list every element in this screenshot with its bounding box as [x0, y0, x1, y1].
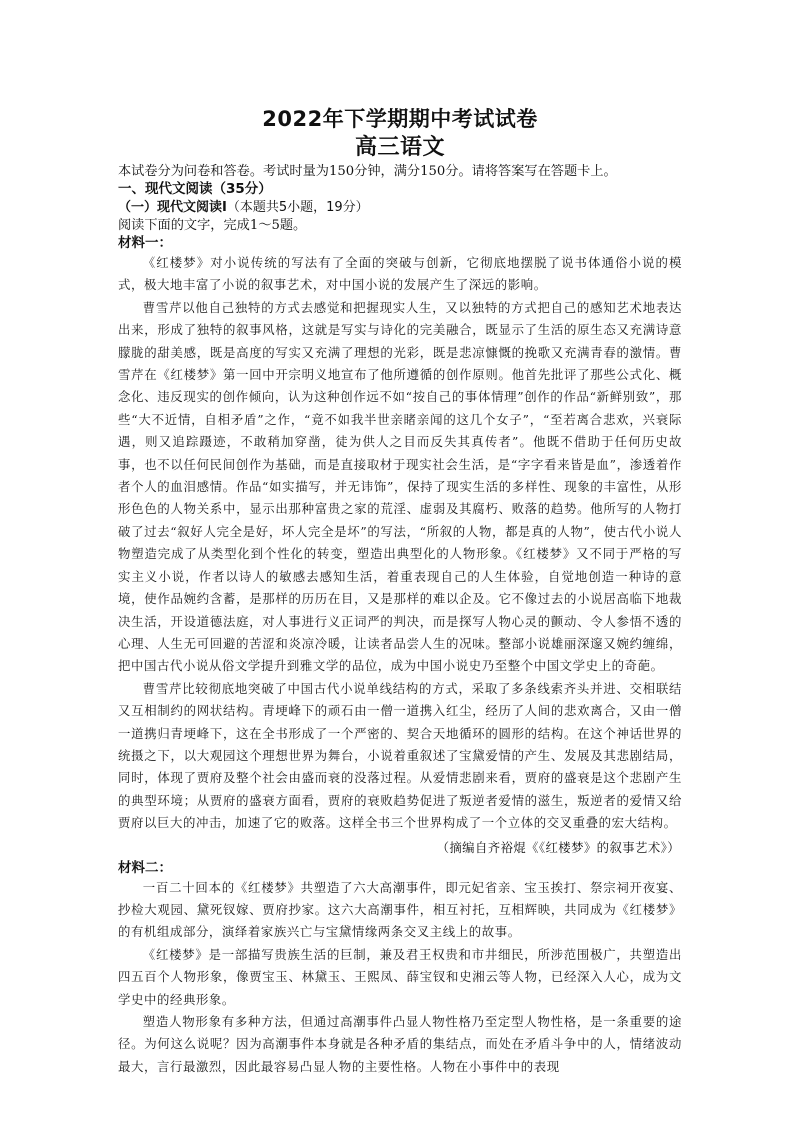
material-two-label: 材料二：	[118, 859, 172, 876]
sub-section-title: （一）现代文阅读Ⅰ	[118, 200, 227, 215]
material-one-paragraph: 曹雪芹以他自己独特的方式去感觉和把握现实人生，又以独特的方式把自己的感知艺术地表达出来，形成了独特的叙事风格，这就是写实与诗化的完美融合，既显示了生活的原生态又充满诗意朦胧的甜美感，既是高度的写实又充满了理想的光彩，既是悲凉慷慨的挽歌又充满青春的激情。曹雪芹在《红楼梦》第一回中开宗明义地宣布了他所遵循的创作原则。他首先批评了那些公式化、概念化、违反现实的创作倾向，认为这种创作远不如“按自己的事体情理”创作的作品“新鲜别致”，那些“大不近情，自相矛盾”之作，“竟不如我半世亲睹亲闻的这几个女子”，“至若离合悲欢，兴衰际遇，则又追踪蹑迹，不敢稍加穿凿，徒为供人之目而反失其真传者”。他既不借助于任何历史故事，也不以任何民间创作为基础，而是直接取材于现实社会生活，是“字字看来皆是血”，渗透着作者个人的血泪感情。作品“如实描写，并无讳饰”，保持了现实生活的多样性、现象的丰富性，从形形色色的人物关系中，显示出那种富贵之家的荒淫、虚弱及其腐朽、败落的趋势。他所写的人物打破了过去“叙好人完全是好，坏人完全是坏”的写法，“所叙的人物，都是真的人物”，使古代小说人物塑造完成了从类型化到个性化的转变，塑造出典型化的人物形象。《红楼梦》又不同于严格的写实主义小说，作者以诗人的敏感去感知生活，着重表现自己的人生体验，自觉地创造一种诗的意境，使作品婉约含蓄，是那样的历历在目，又是那样的难以企及。它不像过去的小说居高临下地裁决生活，开设道德法庭，对人事进行义正词严的判决，而是探写人物心灵的颤动、令人参悟不透的心理、人生无可回避的苦涩和炎凉冷暖，让读者品尝人生的况味。整部小说雄丽深邃又婉约缠绵，把中国古代小说从俗文学提升到雅文学的品位，成为中国小说史乃至整个中国文学史上的奇葩。	[118, 299, 682, 674]
material-one-source: （摘编自齐裕焜《《红楼梦》的叙事艺术》）	[436, 839, 680, 855]
subject-title: 高三语文	[354, 135, 445, 160]
exam-title: 2022年下学期期中考试试卷	[262, 107, 538, 131]
instructions-text: 本试卷分为问卷和答卷。考试时量为150分钟，满分150分。请将答案写在答题卡上。	[118, 164, 617, 179]
sub-section-score: （本题共5小题，19分）	[226, 200, 369, 215]
material-one-label: 材料一：	[118, 235, 172, 251]
reading-task: 阅读下面的文字，完成1～5题。	[118, 218, 307, 233]
material-one-paragraph: 曹雪芹比较彻底地突破了中国古代小说单线结构的方式，采取了多条线索齐头并进、交相联结又互相制约的网状结构。青埂峰下的顽石由一僧一道携入红尘，经历了人间的悲欢离合，又由一僧一道携归青埂峰下，这在全书形成了一个严密的、契合天地循环的圆形的结构。在这个神话世界的统摄之下，以大观园这个理想世界为舞台，小说着重叙述了宝黛爱情的产生、发展及其悲剧结局，同时，体现了贾府及整个社会由盛而衰的没落过程。从爱情悲剧来看，贾府的盛衰是这个悲剧产生的典型环境；从贾府的盛衰方面看，贾府的衰败趋势促进了叛逆者爱情的滋生，叛逆者的爱情又给贾府以巨大的冲击，加速了它的败落。这样全书三个世界构成了一个立体的交叉重叠的宏大结构。	[118, 680, 682, 831]
material-one-paragraph: 《红楼梦》对小说传统的写法有了全面的突破与创新，它彻底地摆脱了说书体通俗小说的模式，极大地丰富了小说的叙事艺术，对中国小说的发展产生了深远的影响。	[118, 255, 682, 293]
section-one-heading: 一、现代文阅读（35分）	[118, 181, 272, 197]
sub-section-heading	[118, 198, 682, 217]
material-two-paragraph: 一百二十回本的《红楼梦》共塑造了六大高潮事件，即元妃省亲、宝玉挨打、祭宗祠开夜宴、抄检大观园、黛死钗嫁、贾府抄家。这六大高潮事件，相互衬托，互相辉映，共同成为《红楼梦》的有机组成部分，演绎着家族兴亡与宝黛情缘两条交叉主线上的故事。	[118, 879, 682, 940]
material-two-paragraph: 塑造人物形象有多种方法，但通过高潮事件凸显人物性格乃至定型人物性格，是一条重要的途径。为何这么说呢？因为高潮事件本身就是各种矛盾的集结点，而处在矛盾斗争中的人，情绪波动最大，言行最激烈，因此最容易凸显人物的主要性格。人物在小事件中的表现	[118, 1014, 682, 1074]
material-two-paragraph: 《红楼梦》是一部描写贵族生活的巨制，兼及君王权贵和市井细民，所涉范围极广，共塑造出四五百个人物形象，像贾宝玉、林黛玉、王熙凤、薛宝钗和史湘云等人物，已经深入人心，成为文学史中的经典形象。	[118, 946, 682, 1007]
